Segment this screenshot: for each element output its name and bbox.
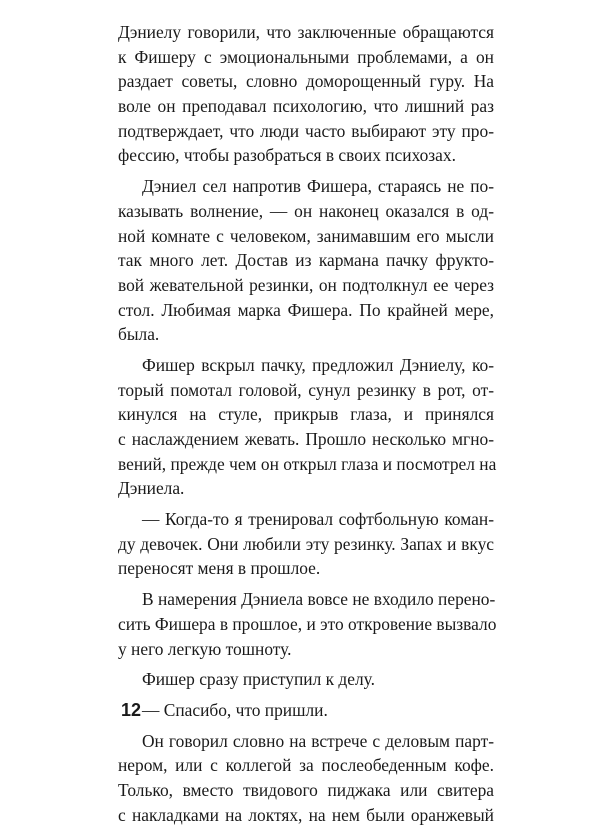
text-line: нером, или с коллегой за послеобеденным кофе. (118, 755, 494, 776)
text-line: с наслаждением жевать. Прошло несколько мгно- (118, 429, 494, 449)
text-line: Дэниел сел напротив Фишера, стараясь не по- (142, 176, 494, 197)
text-line: у него легкую тошноту. (118, 638, 292, 659)
text-line: Дэниела. (118, 478, 185, 499)
text-line: торый помотал головой, сунул резинку в рот, от- (118, 379, 494, 400)
text-line: ду девочек. Они любили эту резинку. Запах и вкус (118, 533, 494, 554)
page-number: 12 (121, 700, 142, 720)
paragraph (118, 507, 494, 581)
text-line: так много лет. Достав из кармана пачку фрукто- (118, 250, 494, 271)
paragraph (118, 667, 494, 692)
text-line: В намерения Дэниела вовсе не входило перено- (142, 589, 496, 610)
text-line: — Когда-то я тренировал софтбольную коман- (142, 509, 494, 530)
text-line: подтверждает, что люди часто выбирают эту про- (118, 120, 494, 141)
paragraph (118, 353, 497, 501)
text-line: фессию, чтобы разобраться в своих психозах. (118, 145, 456, 166)
body-text (118, 20, 497, 827)
text-line: воле он преподавал психологию, что лишний раз (118, 96, 494, 117)
text-line: раздает советы, словно доморощенный гуру. На (118, 71, 494, 92)
text-line: к Фишеру с эмоциональными проблемами, а он (118, 46, 494, 67)
paragraph (118, 174, 494, 347)
paragraph (118, 587, 497, 661)
text-line: Фишер вскрыл пачку, предложил Дэниелу, ко- (142, 354, 494, 375)
text-line: Только, вместо твидового пиджака или свитера (118, 779, 494, 800)
text-line: Он говорил словно на встрече с деловым парт- (142, 730, 494, 751)
paragraph (118, 729, 494, 827)
text-line: стол. Любимая марка Фишера. По крайней мере, (118, 299, 494, 320)
text-line: переносят меня в прошлое. (118, 558, 321, 579)
text-line: вений, прежде чем он открыл глаза и посмотрел на (118, 453, 497, 474)
text-line: была. (118, 324, 160, 345)
text-line: с накладками на локтях, на нем были оранжевый (118, 804, 494, 825)
text-line: ной комнате с человеком, занимавшим его мысли (118, 225, 494, 246)
text-line: — Спасибо, что пришли. (142, 699, 328, 720)
text-line: Фишер сразу приступил к делу. (142, 669, 375, 690)
text-line: Дэниелу говорили, что заключенные обращаются (118, 22, 494, 42)
paragraph (118, 698, 494, 723)
text-line: кинулся на стуле, прикрыв глаза, и принялся (118, 404, 494, 425)
text-line: казывать волнение, — он наконец оказался в од- (118, 200, 494, 221)
text-line: вой жевательной резинки, он подтолкнул ее через (118, 274, 494, 295)
paragraph (118, 20, 494, 168)
text-line: сить Фишера в прошлое, и это откровение вызвало (118, 613, 497, 634)
